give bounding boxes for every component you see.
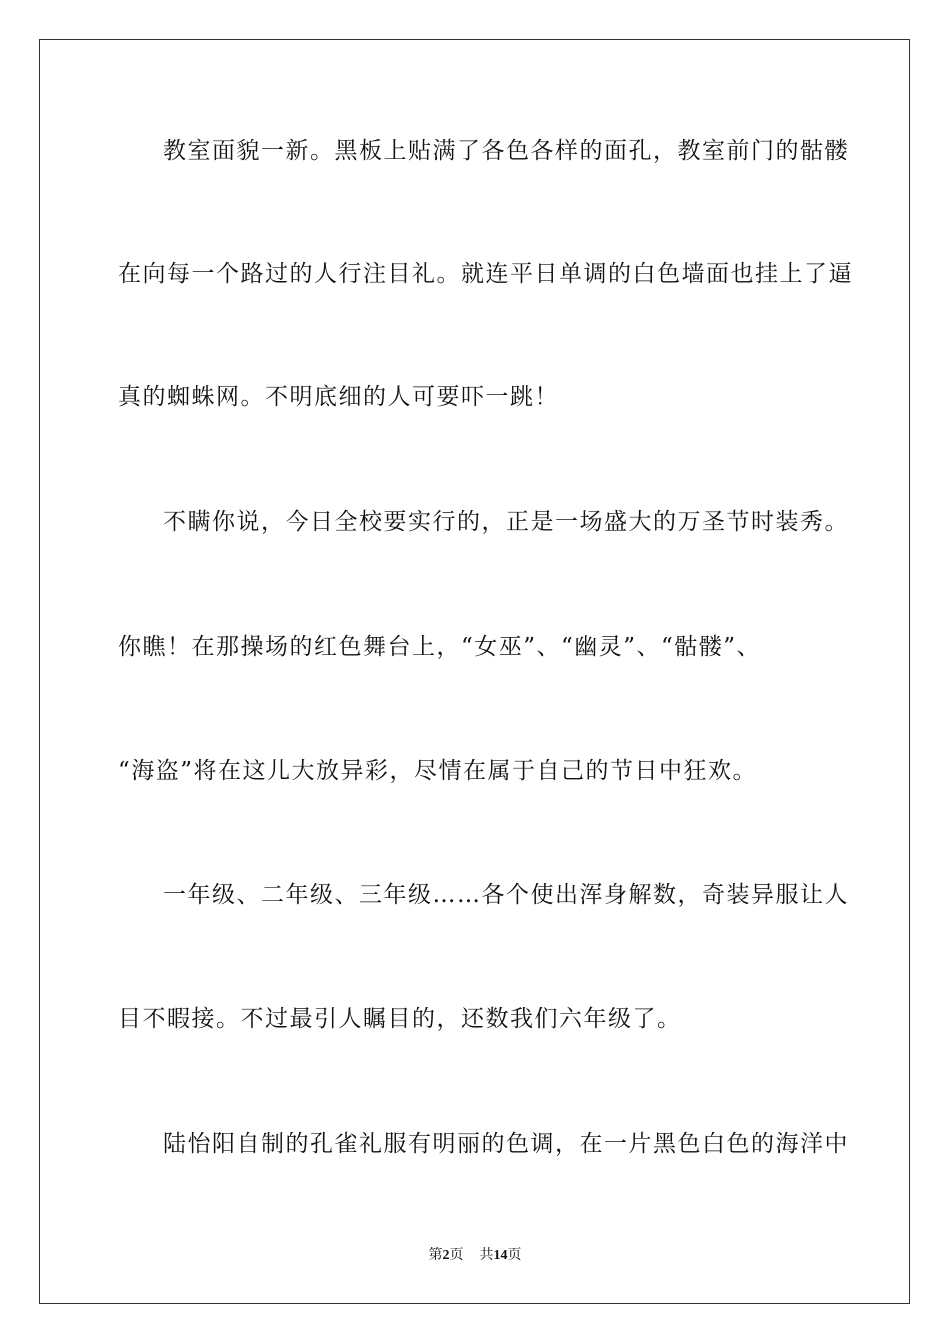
paragraph-3-line-1: 一年级、二年级、三年级……各个使出浑身解数，奇装异服让人 xyxy=(163,882,849,908)
page-number: 2 xyxy=(442,1248,450,1263)
page-prefix: 第 xyxy=(428,1248,443,1263)
paragraph-2-line-3: “海盗”将在这儿大放异彩，尽情在属于自己的节日中狂欢。 xyxy=(118,758,758,784)
total-pages: 14 xyxy=(493,1248,508,1263)
paragraph-1-line-1: 教室面貌一新。黑板上贴满了各色各样的面孔，教室前门的骷髅 xyxy=(163,138,849,164)
paragraph-3-line-2: 目不暇接。不过最引人瞩目的，还数我们六年级了。 xyxy=(118,1006,682,1032)
page-border xyxy=(39,39,910,1304)
paragraph-1-line-2: 在向每一个路过的人行注目礼。就连平日单调的白色墙面也挂上了逼 xyxy=(118,261,853,287)
page-footer xyxy=(0,1246,950,1266)
paragraph-2-line-2: 你瞧！在那操场的红色舞台上，“女巫”、“幽灵”、“骷髅”、 xyxy=(118,634,762,660)
paragraph-1-line-3: 真的蜘蛛网。不明底细的人可要吓一跳！ xyxy=(118,384,559,410)
paragraph-2-line-1: 不瞒你说，今日全校要实行的，正是一场盛大的万圣节时装秀。 xyxy=(163,509,849,535)
paragraph-4-line-1: 陆怡阳自制的孔雀礼服有明丽的色调，在一片黑色白色的海洋中 xyxy=(163,1131,849,1157)
total-suffix: 页 xyxy=(507,1248,522,1263)
page-suffix: 页 xyxy=(449,1248,464,1263)
total-prefix: 共 xyxy=(479,1248,494,1263)
